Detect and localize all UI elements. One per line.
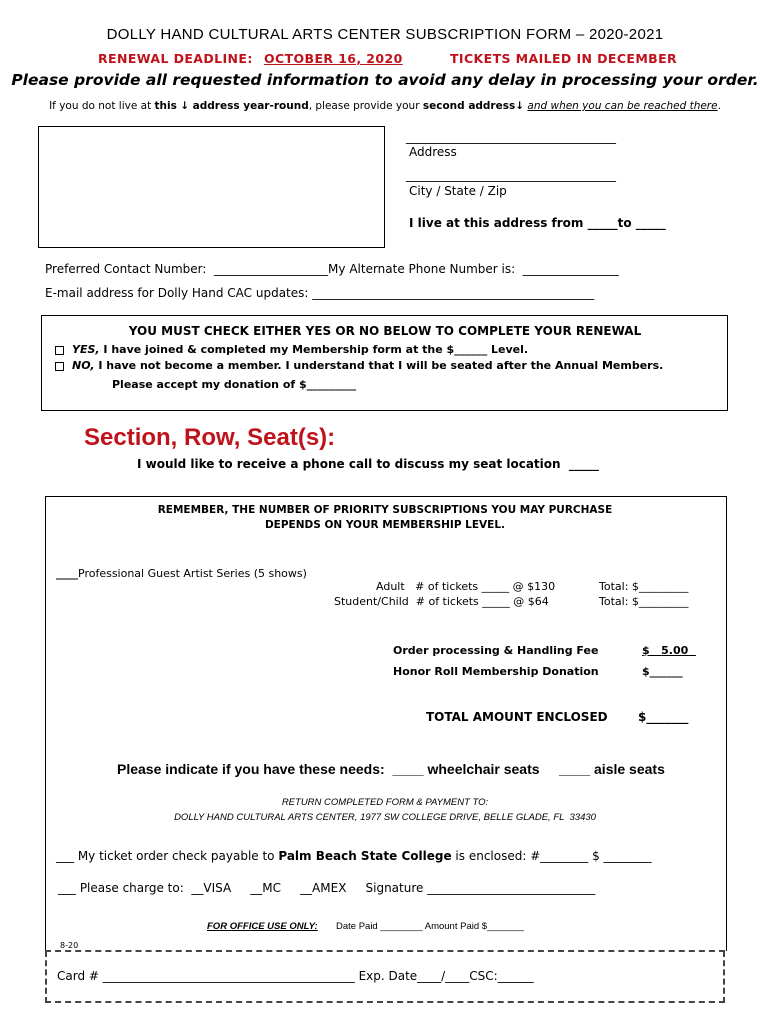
email-field[interactable]: E-mail address for Dolly Hand CAC updates: _______________________________________________ [45, 286, 595, 300]
honor-roll-label: Honor Roll Membership Donation [393, 665, 599, 678]
honor-roll-field[interactable]: $______ [642, 665, 683, 678]
series-option[interactable]: ____Professional Guest Artist Series (5 shows) [56, 567, 307, 580]
down-arrow-icon: ↓ [515, 100, 525, 112]
mailing-label-box[interactable] [38, 126, 385, 248]
total-enclosed-label: TOTAL AMOUNT ENCLOSED [426, 710, 608, 724]
live-at-address-dates[interactable]: I live at this address from _____to _____ [409, 216, 666, 230]
city-state-zip-line[interactable]: ___________________________________ [406, 168, 616, 182]
renewal-choice-heading: YOU MUST CHECK EITHER YES OR NO BELOW TO COMPLETE YOUR RENEWAL [128, 324, 642, 338]
donation-field[interactable]: Please accept my donation of $_________ [112, 378, 357, 391]
seat-section-heading: Section, Row, Seat(s): [84, 424, 336, 451]
phone-fields[interactable]: Preferred Contact Number: ___________________My Alternate Phone Number is: ________________ [45, 262, 619, 276]
no-checkbox[interactable] [55, 362, 64, 371]
return-address: DOLLY HAND CULTURAL ARTS CENTER, 1977 SW COLLEGE DRIVE, BELLE GLADE, FL 33430 [174, 812, 596, 823]
return-instructions: RETURN COMPLETED FORM & PAYMENT TO: [281, 797, 489, 808]
yes-checkbox[interactable] [55, 346, 64, 355]
address-line[interactable]: ___________________________________ [406, 130, 616, 144]
handling-fee-value: $ 5.00 [642, 644, 689, 657]
form-title: DOLLY HAND CULTURAL ARTS CENTER SUBSCRIPTION FORM – 2020-2021 [106, 26, 664, 43]
adult-tickets-field[interactable]: Adult # of tickets _____ @ $130 [376, 580, 556, 593]
student-tickets-field[interactable]: Student/Child # of tickets _____ @ $64 [334, 595, 549, 608]
address-note: If you do not live at this ↓ address year-round, please provide your second address↓ and when you can be reached there. [49, 100, 721, 112]
priority-reminder-line1: REMEMBER, THE NUMBER OF PRIORITY SUBSCRIPTIONS YOU MAY PURCHASE [157, 504, 613, 516]
handling-fee-label: Order processing & Handling Fee [393, 644, 599, 657]
priority-reminder-line2: DEPENDS ON YOUR MEMBERSHIP LEVEL. [264, 519, 506, 531]
check-payment-field[interactable]: ___ My ticket order check payable to Palm Beach State College is enclosed: #________ $ ________ [56, 849, 652, 863]
student-total-field[interactable]: Total: $_________ [599, 595, 689, 608]
form-version: 8-20 [60, 941, 79, 950]
instructions-lead: Please provide all requested information to avoid any delay in processing your order. [11, 71, 759, 89]
yes-option[interactable]: YES, I have joined & completed my Membership form at the $______ Level. [55, 343, 528, 356]
tickets-mailed-note: TICKETS MAILED IN DECEMBER [450, 51, 678, 66]
city-state-zip-label: City / State / Zip [409, 184, 507, 198]
address-label: Address [409, 145, 457, 159]
down-arrow-icon: ↓ [180, 100, 190, 112]
card-number-field[interactable]: Card # __________________________________________ Exp. Date____/____CSC:______ [57, 969, 534, 983]
renewal-deadline-date: OCTOBER 16, 2020 [264, 51, 403, 66]
seat-phone-call-request[interactable]: I would like to receive a phone call to discuss my seat location _____ [137, 457, 599, 471]
adult-total-field[interactable]: Total: $_________ [599, 580, 689, 593]
accessibility-needs[interactable]: Please indicate if you have these needs: ____ wheelchair seats ____ aisle seats [117, 761, 665, 777]
no-option[interactable]: NO, I have not become a member. I understand that I will be seated after the Annual Members. [55, 359, 663, 372]
office-use-label: FOR OFFICE USE ONLY: [207, 921, 318, 932]
renewal-deadline-label: RENEWAL DEADLINE: [98, 51, 253, 66]
office-use-fields: Date Paid ________ Amount Paid $_______ [336, 921, 525, 932]
total-enclosed-field[interactable]: $_______ [638, 710, 689, 724]
charge-card-options[interactable]: ___ Please charge to: __VISA __MC __AMEX Signature ____________________________ [58, 881, 596, 895]
